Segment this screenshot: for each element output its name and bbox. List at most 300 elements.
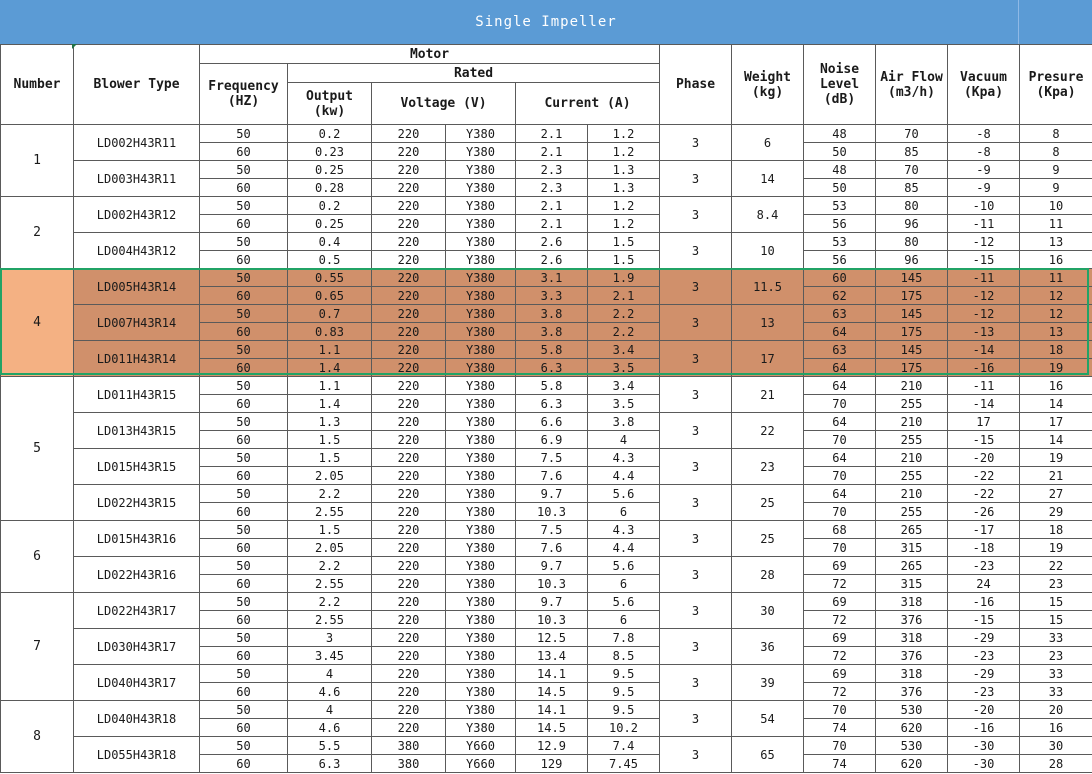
header-weight[interactable]: Weight (kg)	[732, 45, 804, 125]
cell-noise[interactable]: 64	[804, 485, 876, 503]
cell-pressure[interactable]: 33	[1020, 683, 1092, 701]
cell-airflow[interactable]: 210	[876, 413, 948, 431]
cell-pressure[interactable]: 12	[1020, 287, 1092, 305]
cell-current-b[interactable]: 1.5	[588, 233, 660, 251]
cell-current-a[interactable]: 2.3	[516, 179, 588, 197]
cell-noise[interactable]: 64	[804, 377, 876, 395]
cell-current-b[interactable]: 3.5	[588, 359, 660, 377]
cell-current-b[interactable]: 1.5	[588, 251, 660, 269]
cell-output[interactable]: 0.7	[288, 305, 372, 323]
cell-voltage-star[interactable]: Y380	[446, 413, 516, 431]
cell-frequency[interactable]: 60	[200, 395, 288, 413]
cell-pressure[interactable]: 8	[1020, 125, 1092, 143]
cell-voltage-star[interactable]: Y660	[446, 755, 516, 773]
cell-output[interactable]: 4	[288, 665, 372, 683]
cell-number[interactable]: 5	[1, 377, 74, 521]
cell-airflow[interactable]: 376	[876, 683, 948, 701]
cell-vacuum[interactable]: -18	[948, 539, 1020, 557]
cell-voltage-delta[interactable]: 220	[372, 215, 446, 233]
cell-number[interactable]: 8	[1, 701, 74, 773]
cell-current-a[interactable]: 2.6	[516, 251, 588, 269]
cell-output[interactable]: 4.6	[288, 683, 372, 701]
cell-phase[interactable]: 3	[660, 665, 732, 701]
cell-blower-type[interactable]: LD040H43R18	[74, 701, 200, 737]
cell-number[interactable]: 7	[1, 593, 74, 701]
cell-current-b[interactable]: 1.2	[588, 197, 660, 215]
cell-vacuum[interactable]: 24	[948, 575, 1020, 593]
cell-airflow[interactable]: 265	[876, 521, 948, 539]
cell-output[interactable]: 4	[288, 701, 372, 719]
cell-current-a[interactable]: 2.1	[516, 143, 588, 161]
cell-current-b[interactable]: 1.2	[588, 215, 660, 233]
cell-noise[interactable]: 63	[804, 305, 876, 323]
cell-current-a[interactable]: 3.8	[516, 323, 588, 341]
cell-current-a[interactable]: 10.3	[516, 611, 588, 629]
cell-airflow[interactable]: 530	[876, 737, 948, 755]
cell-vacuum[interactable]: -23	[948, 647, 1020, 665]
cell-airflow[interactable]: 85	[876, 143, 948, 161]
cell-weight[interactable]: 11.5	[732, 269, 804, 305]
cell-current-b[interactable]: 8.5	[588, 647, 660, 665]
cell-voltage-delta[interactable]: 220	[372, 701, 446, 719]
cell-voltage-star[interactable]: Y380	[446, 431, 516, 449]
cell-vacuum[interactable]: 17	[948, 413, 1020, 431]
cell-airflow[interactable]: 318	[876, 593, 948, 611]
cell-blower-type[interactable]: LD015H43R15	[74, 449, 200, 485]
cell-voltage-delta[interactable]: 220	[372, 647, 446, 665]
cell-vacuum[interactable]: -12	[948, 305, 1020, 323]
cell-voltage-delta[interactable]: 220	[372, 197, 446, 215]
cell-airflow[interactable]: 145	[876, 341, 948, 359]
cell-voltage-delta[interactable]: 220	[372, 665, 446, 683]
cell-voltage-delta[interactable]: 220	[372, 449, 446, 467]
cell-vacuum[interactable]: -8	[948, 125, 1020, 143]
cell-noise[interactable]: 72	[804, 575, 876, 593]
cell-phase[interactable]: 3	[660, 449, 732, 485]
cell-blower-type[interactable]: LD055H43R18	[74, 737, 200, 773]
cell-phase[interactable]: 3	[660, 161, 732, 197]
cell-current-a[interactable]: 2.6	[516, 233, 588, 251]
cell-current-a[interactable]: 14.5	[516, 683, 588, 701]
cell-voltage-delta[interactable]: 220	[372, 629, 446, 647]
cell-frequency[interactable]: 50	[200, 377, 288, 395]
cell-current-b[interactable]: 6	[588, 611, 660, 629]
cell-current-a[interactable]: 3.1	[516, 269, 588, 287]
cell-vacuum[interactable]: -15	[948, 611, 1020, 629]
cell-voltage-star[interactable]: Y660	[446, 737, 516, 755]
cell-frequency[interactable]: 60	[200, 251, 288, 269]
cell-pressure[interactable]: 19	[1020, 449, 1092, 467]
header-blower-type[interactable]: Blower Type	[74, 45, 200, 125]
cell-frequency[interactable]: 50	[200, 737, 288, 755]
cell-output[interactable]: 1.4	[288, 359, 372, 377]
cell-airflow[interactable]: 145	[876, 305, 948, 323]
cell-noise[interactable]: 50	[804, 179, 876, 197]
cell-blower-type[interactable]: LD022H43R17	[74, 593, 200, 629]
header-current[interactable]: Current (A)	[516, 83, 660, 125]
cell-pressure[interactable]: 30	[1020, 737, 1092, 755]
cell-voltage-delta[interactable]: 220	[372, 233, 446, 251]
cell-voltage-star[interactable]: Y380	[446, 467, 516, 485]
cell-pressure[interactable]: 19	[1020, 359, 1092, 377]
cell-current-a[interactable]: 12.5	[516, 629, 588, 647]
cell-frequency[interactable]: 50	[200, 125, 288, 143]
cell-current-b[interactable]: 2.2	[588, 305, 660, 323]
cell-current-b[interactable]: 5.6	[588, 593, 660, 611]
cell-pressure[interactable]: 10	[1020, 197, 1092, 215]
cell-voltage-star[interactable]: Y380	[446, 575, 516, 593]
cell-noise[interactable]: 70	[804, 737, 876, 755]
cell-airflow[interactable]: 70	[876, 161, 948, 179]
cell-output[interactable]: 0.65	[288, 287, 372, 305]
cell-noise[interactable]: 53	[804, 197, 876, 215]
cell-current-b[interactable]: 10.2	[588, 719, 660, 737]
header-frequency[interactable]: Frequency (HZ)	[200, 64, 288, 125]
cell-pressure[interactable]: 22	[1020, 557, 1092, 575]
cell-output[interactable]: 0.23	[288, 143, 372, 161]
header-number[interactable]: Number	[1, 45, 74, 125]
cell-voltage-delta[interactable]: 220	[372, 575, 446, 593]
cell-weight[interactable]: 36	[732, 629, 804, 665]
cell-output[interactable]: 2.55	[288, 611, 372, 629]
cell-airflow[interactable]: 315	[876, 539, 948, 557]
cell-vacuum[interactable]: -8	[948, 143, 1020, 161]
cell-output[interactable]: 0.4	[288, 233, 372, 251]
cell-frequency[interactable]: 50	[200, 485, 288, 503]
header-phase[interactable]: Phase	[660, 45, 732, 125]
cell-phase[interactable]: 3	[660, 521, 732, 557]
cell-noise[interactable]: 69	[804, 557, 876, 575]
cell-vacuum[interactable]: -9	[948, 161, 1020, 179]
cell-noise[interactable]: 72	[804, 647, 876, 665]
cell-weight[interactable]: 17	[732, 341, 804, 377]
cell-pressure[interactable]: 11	[1020, 269, 1092, 287]
cell-output[interactable]: 3.45	[288, 647, 372, 665]
cell-output[interactable]: 1.5	[288, 431, 372, 449]
cell-output[interactable]: 0.2	[288, 125, 372, 143]
cell-blower-type[interactable]: LD040H43R17	[74, 665, 200, 701]
cell-weight[interactable]: 25	[732, 521, 804, 557]
cell-frequency[interactable]: 50	[200, 413, 288, 431]
header-vacuum[interactable]: Vacuum (Kpa)	[948, 45, 1020, 125]
cell-pressure[interactable]: 18	[1020, 341, 1092, 359]
cell-number[interactable]: 2	[1, 197, 74, 269]
cell-output[interactable]: 1.5	[288, 449, 372, 467]
cell-frequency[interactable]: 50	[200, 305, 288, 323]
cell-frequency[interactable]: 60	[200, 179, 288, 197]
cell-current-b[interactable]: 4.3	[588, 449, 660, 467]
cell-airflow[interactable]: 315	[876, 575, 948, 593]
cell-current-a[interactable]: 2.1	[516, 197, 588, 215]
cell-blower-type[interactable]: LD007H43R14	[74, 305, 200, 341]
header-rated[interactable]: Rated	[288, 64, 660, 83]
cell-blower-type[interactable]: LD011H43R15	[74, 377, 200, 413]
cell-current-a[interactable]: 9.7	[516, 557, 588, 575]
cell-frequency[interactable]: 60	[200, 575, 288, 593]
cell-vacuum[interactable]: -22	[948, 485, 1020, 503]
cell-output[interactable]: 1.5	[288, 521, 372, 539]
cell-frequency[interactable]: 60	[200, 143, 288, 161]
cell-pressure[interactable]: 20	[1020, 701, 1092, 719]
cell-weight[interactable]: 13	[732, 305, 804, 341]
header-pressure[interactable]: Presure (Kpa)	[1020, 45, 1092, 125]
cell-weight[interactable]: 6	[732, 125, 804, 161]
cell-noise[interactable]: 56	[804, 251, 876, 269]
cell-voltage-star[interactable]: Y380	[446, 143, 516, 161]
cell-voltage-star[interactable]: Y380	[446, 323, 516, 341]
cell-frequency[interactable]: 50	[200, 701, 288, 719]
cell-phase[interactable]: 3	[660, 737, 732, 773]
cell-current-a[interactable]: 2.1	[516, 125, 588, 143]
cell-vacuum[interactable]: -16	[948, 593, 1020, 611]
cell-voltage-star[interactable]: Y380	[446, 305, 516, 323]
cell-airflow[interactable]: 175	[876, 287, 948, 305]
cell-current-b[interactable]: 1.9	[588, 269, 660, 287]
cell-airflow[interactable]: 210	[876, 485, 948, 503]
cell-output[interactable]: 2.55	[288, 503, 372, 521]
cell-voltage-delta[interactable]: 220	[372, 431, 446, 449]
cell-voltage-delta[interactable]: 220	[372, 485, 446, 503]
cell-phase[interactable]: 3	[660, 485, 732, 521]
cell-noise[interactable]: 60	[804, 269, 876, 287]
cell-pressure[interactable]: 18	[1020, 521, 1092, 539]
cell-vacuum[interactable]: -11	[948, 269, 1020, 287]
cell-phase[interactable]: 3	[660, 341, 732, 377]
cell-airflow[interactable]: 255	[876, 431, 948, 449]
cell-voltage-delta[interactable]: 220	[372, 539, 446, 557]
cell-voltage-star[interactable]: Y380	[446, 377, 516, 395]
cell-voltage-star[interactable]: Y380	[446, 251, 516, 269]
cell-output[interactable]: 0.25	[288, 215, 372, 233]
cell-voltage-star[interactable]: Y380	[446, 125, 516, 143]
cell-voltage-delta[interactable]: 220	[372, 305, 446, 323]
cell-current-b[interactable]: 9.5	[588, 701, 660, 719]
cell-weight[interactable]: 23	[732, 449, 804, 485]
cell-frequency[interactable]: 50	[200, 197, 288, 215]
cell-current-b[interactable]: 4.3	[588, 521, 660, 539]
cell-output[interactable]: 0.55	[288, 269, 372, 287]
cell-voltage-star[interactable]: Y380	[446, 197, 516, 215]
cell-blower-type[interactable]: LD015H43R16	[74, 521, 200, 557]
cell-frequency[interactable]: 50	[200, 233, 288, 251]
cell-airflow[interactable]: 530	[876, 701, 948, 719]
cell-frequency[interactable]: 50	[200, 269, 288, 287]
cell-pressure[interactable]: 15	[1020, 593, 1092, 611]
cell-vacuum[interactable]: -29	[948, 665, 1020, 683]
cell-voltage-delta[interactable]: 220	[372, 611, 446, 629]
cell-voltage-delta[interactable]: 220	[372, 341, 446, 359]
cell-current-a[interactable]: 7.5	[516, 449, 588, 467]
cell-pressure[interactable]: 21	[1020, 467, 1092, 485]
cell-vacuum[interactable]: -12	[948, 287, 1020, 305]
cell-noise[interactable]: 70	[804, 539, 876, 557]
cell-frequency[interactable]: 60	[200, 755, 288, 773]
cell-airflow[interactable]: 96	[876, 215, 948, 233]
cell-pressure[interactable]: 8	[1020, 143, 1092, 161]
cell-voltage-star[interactable]: Y380	[446, 233, 516, 251]
cell-blower-type[interactable]: LD004H43R12	[74, 233, 200, 269]
cell-output[interactable]: 3	[288, 629, 372, 647]
cell-frequency[interactable]: 50	[200, 161, 288, 179]
cell-pressure[interactable]: 33	[1020, 665, 1092, 683]
cell-voltage-star[interactable]: Y380	[446, 179, 516, 197]
header-motor[interactable]: Motor	[200, 45, 660, 64]
cell-vacuum[interactable]: -13	[948, 323, 1020, 341]
cell-current-b[interactable]: 3.4	[588, 377, 660, 395]
cell-voltage-star[interactable]: Y380	[446, 629, 516, 647]
cell-current-a[interactable]: 9.7	[516, 485, 588, 503]
cell-output[interactable]: 2.55	[288, 575, 372, 593]
cell-voltage-star[interactable]: Y380	[446, 503, 516, 521]
cell-phase[interactable]: 3	[660, 557, 732, 593]
cell-weight[interactable]: 21	[732, 377, 804, 413]
cell-vacuum[interactable]: -11	[948, 215, 1020, 233]
cell-frequency[interactable]: 50	[200, 629, 288, 647]
cell-pressure[interactable]: 16	[1020, 719, 1092, 737]
cell-noise[interactable]: 68	[804, 521, 876, 539]
cell-weight[interactable]: 14	[732, 161, 804, 197]
cell-weight[interactable]: 10	[732, 233, 804, 269]
cell-current-b[interactable]: 5.6	[588, 557, 660, 575]
cell-noise[interactable]: 64	[804, 449, 876, 467]
cell-airflow[interactable]: 145	[876, 269, 948, 287]
cell-current-a[interactable]: 12.9	[516, 737, 588, 755]
cell-frequency[interactable]: 60	[200, 287, 288, 305]
cell-frequency[interactable]: 60	[200, 359, 288, 377]
cell-current-a[interactable]: 6.6	[516, 413, 588, 431]
cell-voltage-star[interactable]: Y380	[446, 161, 516, 179]
cell-voltage-delta[interactable]: 220	[372, 395, 446, 413]
cell-phase[interactable]: 3	[660, 269, 732, 305]
cell-pressure[interactable]: 23	[1020, 575, 1092, 593]
cell-voltage-delta[interactable]: 220	[372, 521, 446, 539]
cell-current-b[interactable]: 4.4	[588, 539, 660, 557]
cell-voltage-delta[interactable]: 220	[372, 467, 446, 485]
cell-airflow[interactable]: 265	[876, 557, 948, 575]
cell-current-b[interactable]: 1.2	[588, 143, 660, 161]
cell-blower-type[interactable]: LD022H43R16	[74, 557, 200, 593]
cell-weight[interactable]: 65	[732, 737, 804, 773]
cell-noise[interactable]: 56	[804, 215, 876, 233]
cell-voltage-star[interactable]: Y380	[446, 701, 516, 719]
cell-pressure[interactable]: 23	[1020, 647, 1092, 665]
cell-output[interactable]: 0.2	[288, 197, 372, 215]
cell-pressure[interactable]: 29	[1020, 503, 1092, 521]
cell-pressure[interactable]: 19	[1020, 539, 1092, 557]
cell-frequency[interactable]: 60	[200, 215, 288, 233]
cell-weight[interactable]: 22	[732, 413, 804, 449]
cell-voltage-star[interactable]: Y380	[446, 521, 516, 539]
cell-airflow[interactable]: 210	[876, 449, 948, 467]
cell-pressure[interactable]: 11	[1020, 215, 1092, 233]
cell-blower-type[interactable]: LD030H43R17	[74, 629, 200, 665]
cell-output[interactable]: 2.05	[288, 539, 372, 557]
cell-noise[interactable]: 48	[804, 161, 876, 179]
cell-current-b[interactable]: 1.3	[588, 179, 660, 197]
cell-voltage-delta[interactable]: 220	[372, 557, 446, 575]
cell-vacuum[interactable]: -20	[948, 449, 1020, 467]
cell-current-b[interactable]: 7.45	[588, 755, 660, 773]
cell-current-a[interactable]: 3.8	[516, 305, 588, 323]
cell-weight[interactable]: 54	[732, 701, 804, 737]
cell-vacuum[interactable]: -12	[948, 233, 1020, 251]
cell-pressure[interactable]: 15	[1020, 611, 1092, 629]
cell-current-b[interactable]: 9.5	[588, 665, 660, 683]
cell-pressure[interactable]: 13	[1020, 323, 1092, 341]
cell-airflow[interactable]: 175	[876, 359, 948, 377]
cell-phase[interactable]: 3	[660, 629, 732, 665]
cell-output[interactable]: 0.83	[288, 323, 372, 341]
cell-voltage-delta[interactable]: 220	[372, 287, 446, 305]
cell-vacuum[interactable]: -15	[948, 431, 1020, 449]
cell-noise[interactable]: 69	[804, 629, 876, 647]
cell-current-a[interactable]: 9.7	[516, 593, 588, 611]
cell-output[interactable]: 2.2	[288, 593, 372, 611]
cell-pressure[interactable]: 16	[1020, 251, 1092, 269]
cell-airflow[interactable]: 70	[876, 125, 948, 143]
cell-pressure[interactable]: 17	[1020, 413, 1092, 431]
cell-blower-type[interactable]: LD002H43R12	[74, 197, 200, 233]
cell-noise[interactable]: 74	[804, 719, 876, 737]
cell-current-b[interactable]: 5.6	[588, 485, 660, 503]
cell-voltage-delta[interactable]: 220	[372, 683, 446, 701]
header-voltage[interactable]: Voltage (V)	[372, 83, 516, 125]
cell-current-a[interactable]: 10.3	[516, 575, 588, 593]
cell-output[interactable]: 2.05	[288, 467, 372, 485]
cell-vacuum[interactable]: -23	[948, 683, 1020, 701]
cell-frequency[interactable]: 50	[200, 593, 288, 611]
cell-voltage-delta[interactable]: 220	[372, 377, 446, 395]
cell-current-b[interactable]: 4	[588, 431, 660, 449]
cell-noise[interactable]: 64	[804, 323, 876, 341]
cell-output[interactable]: 1.1	[288, 341, 372, 359]
cell-voltage-star[interactable]: Y380	[446, 611, 516, 629]
cell-voltage-star[interactable]: Y380	[446, 485, 516, 503]
cell-vacuum[interactable]: -15	[948, 251, 1020, 269]
cell-voltage-star[interactable]: Y380	[446, 665, 516, 683]
cell-noise[interactable]: 63	[804, 341, 876, 359]
cell-current-b[interactable]: 3.4	[588, 341, 660, 359]
cell-voltage-delta[interactable]: 380	[372, 737, 446, 755]
cell-current-b[interactable]: 2.1	[588, 287, 660, 305]
cell-frequency[interactable]: 60	[200, 719, 288, 737]
cell-airflow[interactable]: 620	[876, 755, 948, 773]
cell-output[interactable]: 0.25	[288, 161, 372, 179]
cell-phase[interactable]: 3	[660, 197, 732, 233]
cell-airflow[interactable]: 210	[876, 377, 948, 395]
cell-noise[interactable]: 69	[804, 593, 876, 611]
cell-airflow[interactable]: 376	[876, 611, 948, 629]
cell-current-a[interactable]: 14.5	[516, 719, 588, 737]
cell-vacuum[interactable]: -16	[948, 359, 1020, 377]
cell-frequency[interactable]: 60	[200, 467, 288, 485]
cell-frequency[interactable]: 50	[200, 449, 288, 467]
cell-output[interactable]: 2.2	[288, 485, 372, 503]
cell-frequency[interactable]: 60	[200, 647, 288, 665]
cell-noise[interactable]: 70	[804, 431, 876, 449]
cell-voltage-delta[interactable]: 220	[372, 143, 446, 161]
cell-output[interactable]: 0.5	[288, 251, 372, 269]
cell-current-b[interactable]: 6	[588, 575, 660, 593]
cell-pressure[interactable]: 9	[1020, 161, 1092, 179]
cell-blower-type[interactable]: LD011H43R14	[74, 341, 200, 377]
cell-current-a[interactable]: 14.1	[516, 665, 588, 683]
cell-current-b[interactable]: 9.5	[588, 683, 660, 701]
cell-vacuum[interactable]: -11	[948, 377, 1020, 395]
cell-voltage-delta[interactable]: 220	[372, 593, 446, 611]
cell-current-a[interactable]: 7.6	[516, 467, 588, 485]
cell-noise[interactable]: 53	[804, 233, 876, 251]
